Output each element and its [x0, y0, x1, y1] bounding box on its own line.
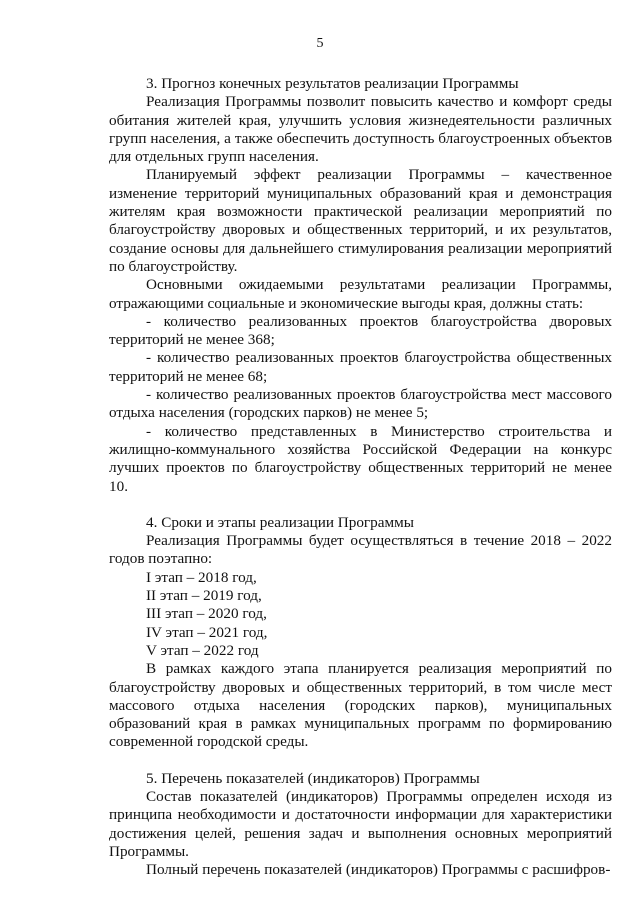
paragraph: Состав показателей (индикаторов) Программы определен исходя из принципа необходимости и достаточности информации для характеристики достижения целей, решения задач и выполнения основных мероприятий Программы.	[109, 787, 612, 860]
stage-item: IV этап – 2021 год,	[146, 623, 268, 641]
paragraph: Полный перечень показателей (индикаторов) Программы с расшифров-	[146, 861, 611, 879]
stage-item: V этап – 2022 год	[146, 641, 259, 659]
section-4-heading: 4. Сроки и этапы реализации Программы	[146, 513, 414, 531]
page-number: 5	[316, 36, 324, 51]
section-5-heading: 5. Перечень показателей (индикаторов) Программы	[146, 769, 480, 787]
list-item: - количество реализованных проектов благоустройства общественных территорий не менее 68;	[109, 349, 612, 385]
paragraph: Реализация Программы позволит повысить качество и комфорт среды обитания жителей края, улучшить условия жизнедеятельности различных групп населения, а также обеспечить доступность благоустроенных объектов для отдельных групп населения.	[109, 93, 612, 166]
stage-item: I этап – 2018 год,	[146, 568, 257, 586]
list-item: - количество реализованных проектов благоустройства дворовых территорий не менее 368;	[109, 312, 612, 349]
document-body	[109, 75, 612, 879]
paragraph: Реализация Программы будет осуществляться в течение 2018 – 2022 годов поэтапно:	[109, 532, 612, 568]
paragraph: В рамках каждого этапа планируется реализация мероприятий по благоустройству дворовых и общественных территорий, в том числе мест массового отдыха населения (городских парков), муниципальных образований края в рамках муниципальных программ по формированию современной городской среды.	[109, 660, 612, 751]
paragraph: Планируемый эффект реализации Программы – качественное изменение территорий муниципальных образований края и демонстрация жителям края возможности практической реализации мероприятий по благоустройству дворовых и общественных территорий, и их результатов, создание основы для дальнейшего стимулирования реализации мероприятий по благоустройству.	[109, 166, 612, 275]
stage-item: II этап – 2019 год,	[146, 587, 262, 605]
stage-item: III этап – 2020 год,	[146, 605, 267, 623]
list-item: - количество представленных в Министерство строительства и жилищно-коммунального хозяйства Российской Федерации на конкурс лучших проектов по благоустройству общественных территорий не менее 10.	[109, 422, 612, 495]
section-3-heading: 3. Прогноз конечных результатов реализации Программы	[146, 75, 519, 92]
list-item: - количество реализованных проектов благоустройства мест массового отдыха населения (городских парков) не менее 5;	[109, 386, 612, 422]
paragraph: Основными ожидаемыми результатами реализации Программы, отражающими социальные и экономические выгоды края, должны стать:	[109, 276, 612, 312]
